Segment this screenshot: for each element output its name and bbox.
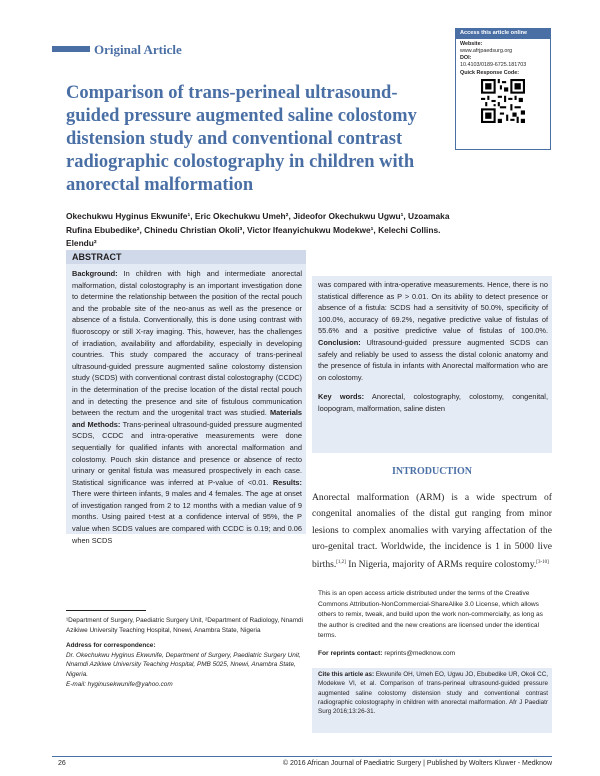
footnote — [66, 616, 306, 689]
keywords-label: Key words: — [318, 392, 365, 402]
qr-label: Quick Response Code: — [460, 69, 520, 76]
conclusion-label: Conclusion: — [318, 337, 361, 347]
website-link[interactable]: www.afrjpaedsurg.org — [460, 47, 513, 54]
methods-text: Trans-perineal ultrasound-guided pressure augmented SCDS, CCDC and intra-operative measurements were done sequentially for qualified infants with anorectal malformation and colostomy. Pouch skin distance and presence or absence of recto urinary or genital fistula was measured prospectively in each case. Statistical significance was inferred at P-value of <0.01. — [72, 419, 302, 487]
methods-label: Materials and Methods: — [72, 408, 302, 429]
affiliations: ¹Department of Surgery, Paediatric Surgery Unit, ²Department of Radiology, Nnamdi Azikiwe University Teaching Hospital, Nnewi, Anambra State, Nigeria — [66, 617, 304, 634]
results-label: Results: — [272, 477, 302, 487]
cite-label: Cite this article as: — [318, 671, 375, 678]
conclusion-text: Ultrasound-guided pressure augmented SCDS can safely and reliably be used to assess the distal colonic anatomy and the presence of fistula in infants with Anorectal malformation who are on colostomy. — [318, 337, 548, 382]
article-title: Comparison of trans-perineal ultrasound-guided pressure augmented saline colostomy distension study and conventional contrast radiographic colostography in children with anorectal malformation — [66, 83, 417, 195]
section-label: Original Article — [94, 42, 182, 57]
introduction-text — [312, 490, 552, 574]
abstract-col1 — [72, 268, 302, 546]
reprints-line — [318, 650, 552, 657]
introduction-heading: INTRODUCTION — [391, 466, 472, 477]
background-label: Background: — [72, 269, 118, 278]
correspondence-address: Dr. Okechukwu Hyginus Ekwunife, Department of Surgery, Paediatric Surgery Unit, Nnamdi Azikiwe University Teaching Hospital, PMB 5025, Nnewi, Anambra State, Nigeria. — [66, 651, 301, 678]
reprints-email[interactable]: reprints@medknow.com — [384, 650, 456, 657]
results-text: There were thirteen infants, 9 males and 4 females. The age at onset of investigation ranged from 2 to 12 months with a median value of 9 months. Using paired t-test at a confidence interval of 95%, the P value when SCDS values are compared with CCDC is 0.19; and 0.06 when SCDS — [72, 489, 302, 545]
results-continued: was compared with intra-operative measurements. Hence, there is no statistical difference as P > 0.01. On its ability to detect presence or absence of a fistula: SCDS had a sensitivity of 50.0%, specificity of 100.0%, accuracy of 69.2%, negative predictive value of fistulas of 55.6% and a positive predictive value of fistulas of 100.0%. — [318, 280, 548, 336]
cite-text-block — [318, 670, 548, 716]
access-box-title: Access this article online — [456, 29, 550, 39]
correspondence-email[interactable]: E-mail: hyginusekwunife@yahoo.com — [66, 680, 173, 688]
access-box — [455, 28, 551, 150]
footer-publisher: © 2016 African Journal of Paediatric Surgery | Published by Wolters Kluwer - Medknow — [282, 760, 552, 767]
background-text: In children with high and intermediate anorectal malformation, distal colostography is an important investigation done to determine the relationship between the position of the rectal pouch and the probable site of the neo-anus as well as the presence or absence of a fistula. Conventionally, this is done using contrast with fluoroscopy or still X-ray imaging. This, however, has the challenges of irradiation, availability and affordability, especially in developing countries. This study compared the accuracy of trans-perineal ultrasound-guided pressure augmented saline colostomy distension study (SCDS) with conventional contrast distal colostography (CCDC) in the determination of the precise location of the distal rectal pouch and in detecting the presence and site of fistulous communication between the rectum and the urogenital tract was studied. — [72, 269, 302, 418]
doi-link[interactable]: 10.4103/0189-6725.181703 — [460, 62, 527, 69]
section-bar — [52, 46, 90, 52]
intro-part1: Anorectal malformation (ARM) is a wide spectrum of congenital anomalies of the distal gut ranging from minor lesions to complex anomalies with varying affectation of the uro-genital tract. Worldwide, the incidence is 1 in 5000 live births. — [312, 492, 552, 571]
footer-divider — [52, 756, 552, 757]
citation-ref[interactable]: [3-10] — [536, 560, 549, 566]
citation-ref[interactable]: [1,2] — [336, 560, 346, 566]
abstract-col2 — [318, 279, 548, 415]
website-label: Website: — [460, 40, 483, 47]
doi-label: DOI: — [460, 55, 472, 62]
license-text: This is an open access article distributed under the terms of the Creative Commons Attribution-NonCommercial-ShareAlike 3.0 License, which allows others to remix, tweak, and build upon the work non-commercially, as long as the author is credited and the new creations are licensed under the identical terms. — [318, 590, 543, 640]
keywords-text: Anorectal, colostography, colostomy, congenital, loopogram, malformation, saline disten — [318, 392, 548, 413]
author-list: Okechukwu Hyginus Ekwunife¹, Eric Okechukwu Umeh², Jideofor Okechukwu Ugwu¹, Uzoamaka Rufina Ebubedike², Chinedu Christian Okoli³, Victor Ifeanyichukwu Modekwe¹, Kelechi Collins. Elendu² — [66, 211, 450, 248]
correspondence-label: Address for correspondence: — [66, 642, 156, 650]
page-number: 26 — [58, 760, 66, 767]
abstract-heading: ABSTRACT — [66, 250, 306, 264]
qr-code-icon[interactable] — [481, 79, 525, 123]
cite-text: Ekwunife OH, Umeh EO, Ugwu JO, Ebubedike UR, Okoli CC, Modekwe VI, et al. Comparison of trans-perineal ultrasound-guided pressure augmented saline colostomy distension study and conventional contrast radiographic colostography in children with anorectal malformation. Afr J Paediatr Surg 2016;13:26-31. — [318, 671, 549, 716]
reprints-label: For reprints contact: — [318, 650, 383, 657]
intro-part2: In Nigeria, majority of ARMs require colostomy. — [345, 559, 537, 571]
footnote-divider — [66, 610, 146, 611]
